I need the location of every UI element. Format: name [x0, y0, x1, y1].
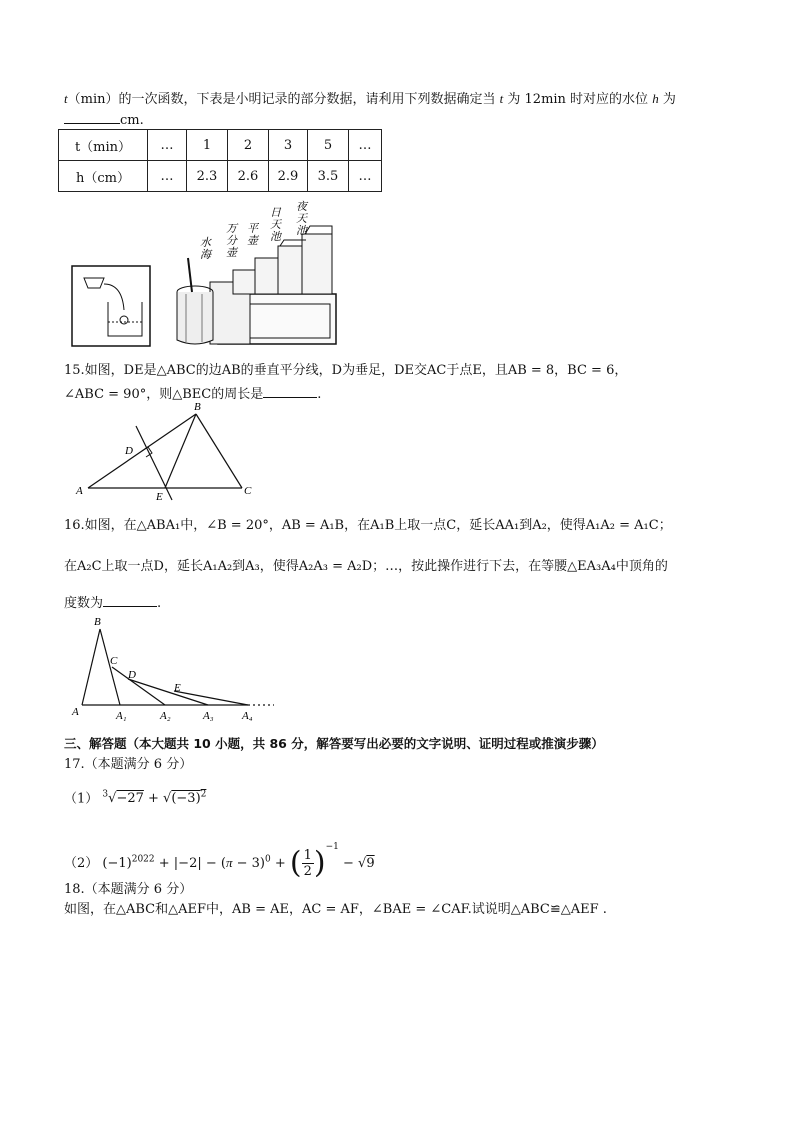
inset-vessel [84, 278, 104, 288]
triangle-abc-figure [70, 400, 270, 502]
table-cell: … [148, 161, 187, 192]
night-pool-lid [305, 226, 332, 234]
inset-tank [108, 302, 142, 336]
label-chi: 池 [296, 225, 307, 237]
q14-var-h: h [652, 91, 659, 106]
part-label: （1） [64, 791, 99, 807]
q16-period: . [157, 596, 162, 611]
q17-part1 [64, 786, 206, 808]
segment-ba1 [100, 629, 120, 705]
label-b: B [194, 401, 201, 413]
label-tian2: 天 [270, 219, 281, 231]
label-ri: 日 [270, 207, 281, 219]
night-pool [302, 234, 332, 294]
inset-float [120, 316, 128, 324]
q16-line2: 在A₂C上取一点D，延长A₁A₂到A₃，使得A₂A₃ = A₂D；…，按此操作进行下去，在等腰△EA₃A₄中顶角的 [64, 559, 668, 574]
label-hai: 海 [200, 249, 211, 261]
table-cell: 2.6 [228, 161, 269, 192]
water-sea-vessel [177, 292, 213, 344]
table-cell: … [148, 130, 187, 161]
label-c: C [244, 485, 252, 497]
label-a1: A₁ [116, 710, 127, 722]
inset-flow [104, 284, 124, 310]
label-a: A [76, 485, 83, 497]
table-row [59, 161, 382, 192]
q14-text-c: 为 [662, 92, 676, 107]
part-label: （2） [64, 856, 99, 871]
q14-line1 [64, 90, 676, 109]
q14-var-t: t [64, 91, 68, 106]
expression-2: $(-1)^{2022} + |-2| - (\pi - 3)^0$ + ( $\frac{1}{2})^{-1} - √9$ [102, 842, 375, 881]
label-b: B [94, 616, 101, 628]
label-d: D [128, 669, 136, 681]
q14-var-t2: t [499, 91, 504, 106]
label-hu2: 壶 [226, 247, 237, 259]
expression-1: $^3√-27 + √(-3)^2$ [102, 790, 207, 807]
table-cell: … [349, 130, 382, 161]
q15-text: ∠ABC = 90°，则△BEC的周长是 [64, 387, 264, 402]
label-fen: 分 [226, 235, 237, 247]
segment-bc [196, 414, 242, 488]
label-tian: 天 [296, 213, 307, 225]
fraction-half: $\frac{1}{2}$ [303, 848, 312, 879]
table-cell: t（min） [59, 130, 148, 161]
label-d: D [125, 445, 133, 457]
table-cell: … [349, 161, 382, 192]
q18-body: 如图，在△ABC和△AEF中，AB = AE，AC = AF，∠BAE = ∠CAF.试说明△ABC≌△AEF . [64, 902, 607, 917]
label-wan: 万 [226, 223, 237, 235]
label-a4: A₄ [242, 710, 253, 722]
label-e: E [174, 682, 181, 694]
label-e: E [156, 491, 163, 502]
q18-header: 18.（本题满分 6 分） [64, 882, 193, 897]
table-cell: 3.5 [308, 161, 349, 192]
label-a3: A₃ [203, 710, 214, 722]
segment-da3 [128, 679, 208, 705]
q14-data-table [58, 129, 382, 192]
q16-line1: 16.如图，在△ABA₁中，∠B = 20°，AB = A₁B，在A₁B上取一点C，延长AA₁到A₂，使得A₁A₂ = A₁C； [64, 518, 672, 533]
label-hu: 壶 [247, 235, 258, 247]
ping-pot [255, 258, 281, 294]
label-c: C [110, 655, 118, 667]
section-title: 三、解答题（本大题共 10 小题，共 86 分，解答要写出必要的文字说明、证明过程或推演步骤） [64, 736, 604, 751]
table-cell: 3 [269, 130, 308, 161]
label-ye: 夜 [296, 201, 307, 213]
q15-period: . [317, 387, 322, 402]
answer-blank[interactable] [103, 593, 157, 607]
answer-blank[interactable] [64, 110, 120, 124]
segment-ab [82, 629, 100, 705]
water-clock-figure [70, 200, 350, 350]
q16-line3 [64, 593, 161, 613]
q16-text: 度数为 [64, 596, 104, 611]
table-cell: 2 [228, 130, 269, 161]
q15-line1: 15.如图，DE是△ABC的边AB的垂直平分线，D为垂足，DE交AC于点E，且AB = 8，BC = 6， [64, 363, 628, 378]
label-chi2: 池 [270, 231, 281, 243]
q14-line2 [64, 110, 144, 130]
q14-text-a: （min）的一次函数，下表是小明记录的部分数据，请利用下列数据确定当 [67, 92, 496, 107]
table-row [59, 130, 382, 161]
label-a2: A₂ [160, 710, 171, 722]
perpendicular-bisector [136, 426, 172, 500]
q14-unit: cm. [120, 113, 144, 128]
label-ping: 平 [247, 223, 258, 235]
isosceles-chain-figure [70, 615, 280, 725]
table-cell: 1 [187, 130, 228, 161]
table-cell: 2.3 [187, 161, 228, 192]
table-cell: 2.9 [269, 161, 308, 192]
q17-header: 17.（本题满分 6 分） [64, 757, 193, 772]
table-cell: h（cm） [59, 161, 148, 192]
segment-ca2 [112, 667, 165, 705]
q14-text-b: 为 12min 时对应的水位 [507, 92, 649, 107]
answer-blank[interactable] [263, 384, 317, 398]
label-a: A [72, 706, 79, 718]
wanfen-pot [233, 270, 257, 294]
q17-part2 [64, 838, 375, 879]
table-cell: 5 [308, 130, 349, 161]
label-shui: 水 [200, 237, 211, 249]
float-rod [188, 258, 192, 292]
